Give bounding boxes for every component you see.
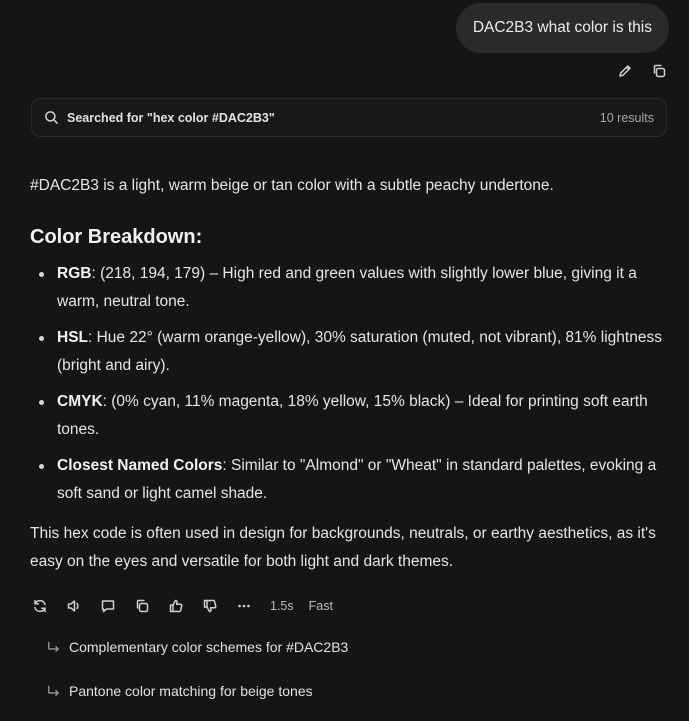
search-results-count: 10 results [599, 110, 654, 125]
followup-text: Complementary color schemes for #DAC2B3 [69, 639, 349, 655]
pencil-icon[interactable] [615, 61, 635, 81]
followup-suggestion[interactable] [46, 639, 348, 655]
answer-outro: This hex code is often used in design for backgrounds, neutrals, or earthy aesthetics, as it's easy on the eyes and versatile for both light and dark themes. [30, 525, 656, 570]
thumbs-up-icon[interactable] [166, 596, 186, 616]
message-actions [615, 61, 669, 81]
breakdown-label: CMYK [57, 393, 103, 410]
breakdown-text: : Hue 22° (warm orange-yellow), 30% saturation (muted, not vibrant), 81% lightness (bright and airy). [57, 329, 662, 374]
return-arrow-icon [46, 684, 61, 699]
assistant-answer [30, 172, 670, 576]
copy-icon[interactable] [132, 596, 152, 616]
response-time: 1.5s [270, 599, 294, 613]
answer-heading: Color Breakdown: [30, 226, 203, 248]
breakdown-list [30, 260, 670, 508]
user-message-bubble [456, 3, 669, 53]
answer-toolbar [30, 596, 346, 616]
followup-text: Pantone color matching for beige tones [69, 683, 313, 699]
breakdown-item-cmyk [57, 388, 670, 444]
breakdown-item-rgb [57, 260, 670, 316]
return-arrow-icon [46, 640, 61, 655]
answer-intro: #DAC2B3 is a light, warm beige or tan color with a subtle peachy undertone. [30, 177, 554, 194]
breakdown-label: Closest Named Colors [57, 457, 223, 474]
copy-icon[interactable] [649, 61, 669, 81]
search-icon [44, 110, 59, 125]
breakdown-item-named-colors [57, 452, 670, 508]
breakdown-text: : (218, 194, 179) – High red and green values with slightly lower blue, giving it a warm, neutral tone. [57, 265, 637, 310]
breakdown-label: HSL [57, 329, 88, 346]
thumbs-down-icon[interactable] [200, 596, 220, 616]
breakdown-text: : Similar to "Almond" or "Wheat" in standard palettes, evoking a soft sand or light camel shade. [57, 457, 657, 502]
response-mode: Fast [308, 599, 333, 613]
search-results-bar[interactable] [31, 98, 667, 137]
breakdown-item-hsl [57, 324, 670, 380]
comment-icon[interactable] [98, 596, 118, 616]
user-message-text: DAC2B3 what color is this [472, 19, 652, 36]
breakdown-text: : (0% cyan, 11% magenta, 18% yellow, 15% black) – Ideal for printing soft earth tones. [57, 393, 648, 438]
speaker-icon[interactable] [64, 596, 84, 616]
search-query: Searched for "hex color #DAC2B3" [67, 110, 275, 125]
more-icon[interactable] [234, 596, 254, 616]
breakdown-label: RGB [57, 265, 92, 282]
followup-suggestion[interactable] [46, 683, 313, 699]
regenerate-icon[interactable] [30, 596, 50, 616]
